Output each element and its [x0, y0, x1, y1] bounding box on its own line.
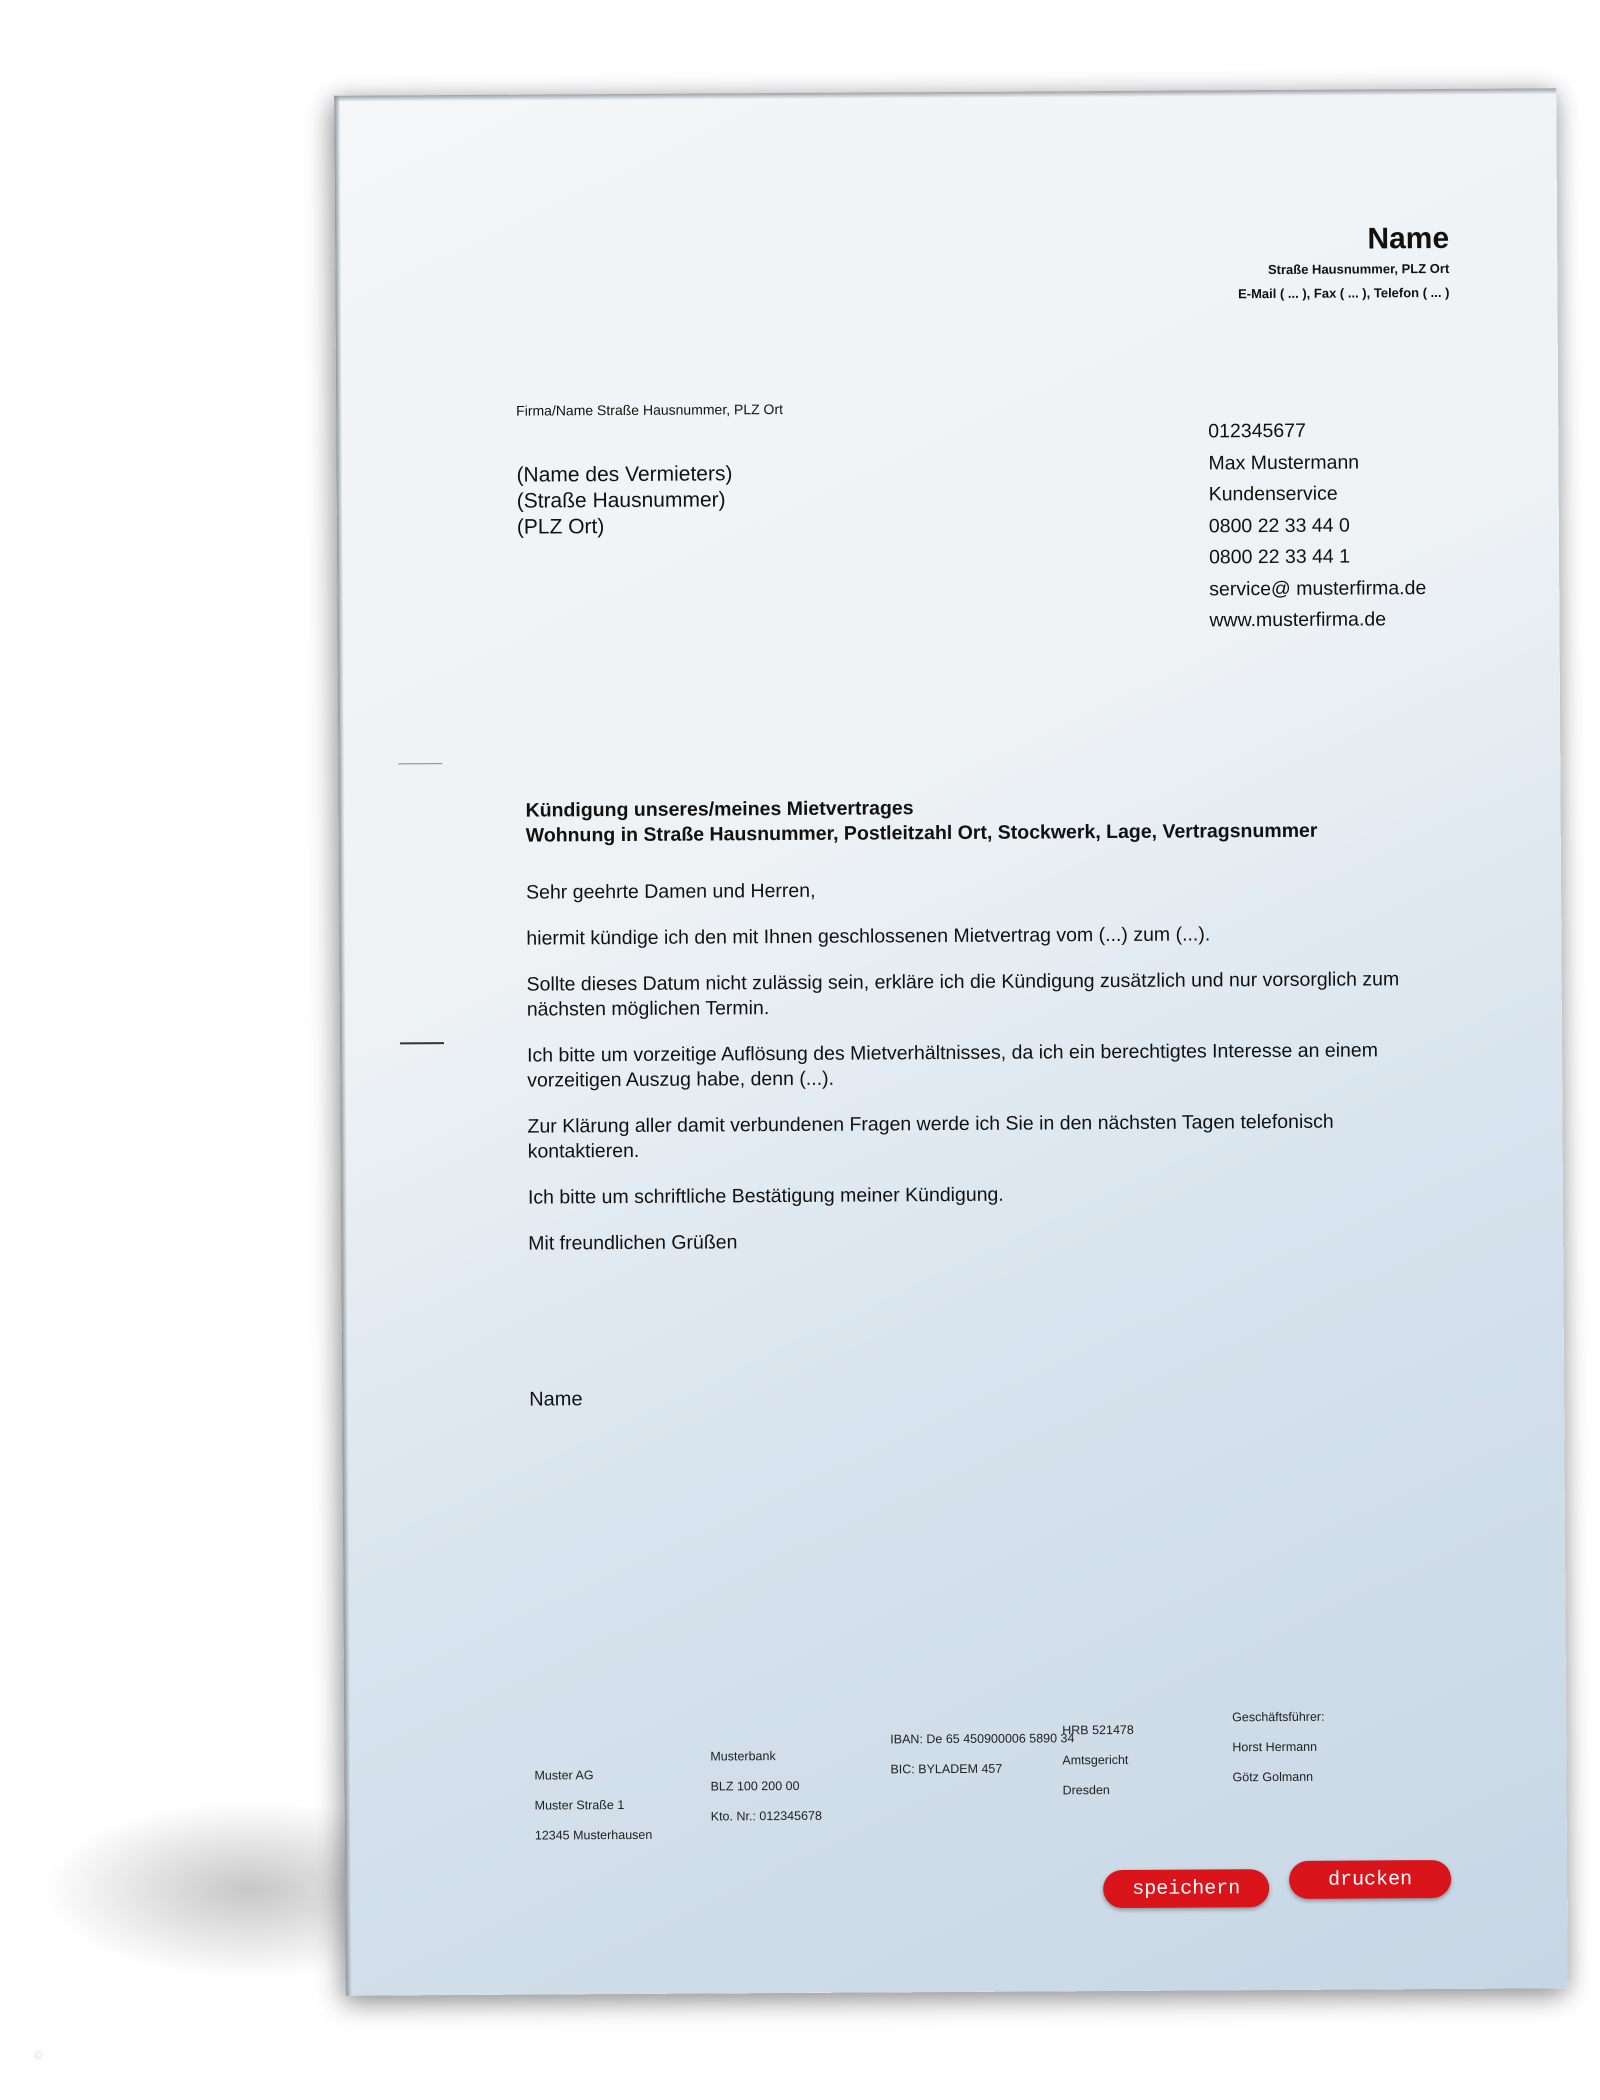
footer-line: Muster Straße 1: [534, 1798, 625, 1813]
recipient-address: [516, 461, 732, 540]
letter-body: [526, 875, 1408, 1256]
footer-line: 12345 Musterhausen: [534, 1827, 653, 1843]
footer-company: [534, 1760, 652, 1851]
contact-phone: 0800 22 33 44 0: [1208, 514, 1350, 537]
contact-department: Kundenservice: [1208, 482, 1338, 506]
recipient-city: (PLZ Ort): [516, 515, 605, 539]
letter-subject: [526, 794, 1318, 849]
contact-email: service@ musterfirma.de: [1209, 576, 1427, 600]
footer-iban: [890, 1723, 1075, 1784]
subject-line-2: Wohnung in Straße Hausnummer, Postleitzahl Ort, Stockwerk, Lage, Vertragsnummer: [525, 819, 1318, 847]
footer-line: BLZ 100 200 00: [710, 1778, 800, 1794]
save-button[interactable]: speichern: [1103, 1869, 1269, 1908]
subject-line-1: Kündigung unseres/meines Mietvertrages: [525, 797, 914, 822]
page-edge-top: [334, 88, 1556, 101]
footer-bank: [710, 1741, 822, 1832]
print-button[interactable]: drucken: [1289, 1860, 1451, 1899]
footer-register: [1062, 1715, 1134, 1805]
body-paragraph-3: Ich bitte um vorzeitige Auflösung des Mietverhältnisses, da ich ein berechtigtes Interesse an einem vorzeitigen Auszug habe, denn (...).: [527, 1039, 1379, 1092]
sender-name: Name: [1367, 221, 1450, 256]
footer-line: Muster AG: [534, 1768, 594, 1783]
punch-mark: [400, 1042, 444, 1044]
footer-line: Geschäftsführer:: [1232, 1709, 1325, 1725]
contact-number: 012345677: [1208, 419, 1306, 443]
footer-line: BIC: BYLADEM 457: [890, 1761, 1003, 1777]
sender-header: [1238, 221, 1450, 306]
recipient-name: (Name des Vermieters): [516, 462, 733, 487]
contact-person: Max Mustermann: [1208, 450, 1360, 474]
sender-contact: E-Mail ( ... ), Fax ( ... ), Telefon ( ... ): [1237, 284, 1450, 302]
letter-page: [334, 88, 1568, 1995]
footer-line: Musterbank: [710, 1749, 776, 1764]
body-paragraph-1: hiermit kündige ich den mit Ihnen geschlossenen Mietvertrag vom (...) zum (...).: [526, 923, 1211, 950]
contact-fax: 0800 22 33 44 1: [1208, 545, 1351, 569]
salutation: Sehr geehrte Damen und Herren,: [526, 879, 816, 904]
signature-name: Name: [529, 1388, 583, 1411]
footer-line: Horst Hermann: [1232, 1739, 1318, 1755]
footer-line: Amtsgericht: [1062, 1752, 1129, 1768]
sender-address: Straße Hausnummer, PLZ Ort: [1267, 260, 1450, 278]
recipient-street: (Straße Hausnummer): [516, 488, 726, 513]
body-paragraph-5: Ich bitte um schriftliche Bestätigung meiner Kündigung.: [527, 1183, 1004, 1209]
footer-management: [1232, 1702, 1325, 1793]
closing: Mit freundlichen Grüßen: [528, 1231, 738, 1255]
contact-web: www.musterfirma.de: [1209, 608, 1387, 632]
corner-watermark: ©: [34, 2050, 43, 2062]
page-edge-left: [334, 96, 352, 1996]
footer-line: Kto. Nr.: 012345678: [710, 1808, 822, 1824]
return-address: Firma/Name Straße Hausnummer, PLZ Ort: [516, 401, 784, 419]
body-paragraph-2: Sollte dieses Datum nicht zulässig sein, erkläre ich die Kündigung zusätzlich und nur vorsorglich zum nächsten möglichen Termin.: [526, 968, 1400, 1021]
footer-line: IBAN: De 65 450900006 5890 34: [890, 1731, 1075, 1747]
body-paragraph-4: Zur Klärung aller damit verbundenen Fragen werde ich Sie in den nächsten Tagen telefonisch kontaktieren.: [527, 1110, 1334, 1163]
fold-mark: [398, 763, 442, 764]
footer-line: HRB 521478: [1062, 1722, 1134, 1738]
footer-line: Götz Golmann: [1232, 1769, 1314, 1785]
contact-info: [1208, 415, 1426, 637]
footer-line: Dresden: [1062, 1783, 1110, 1798]
